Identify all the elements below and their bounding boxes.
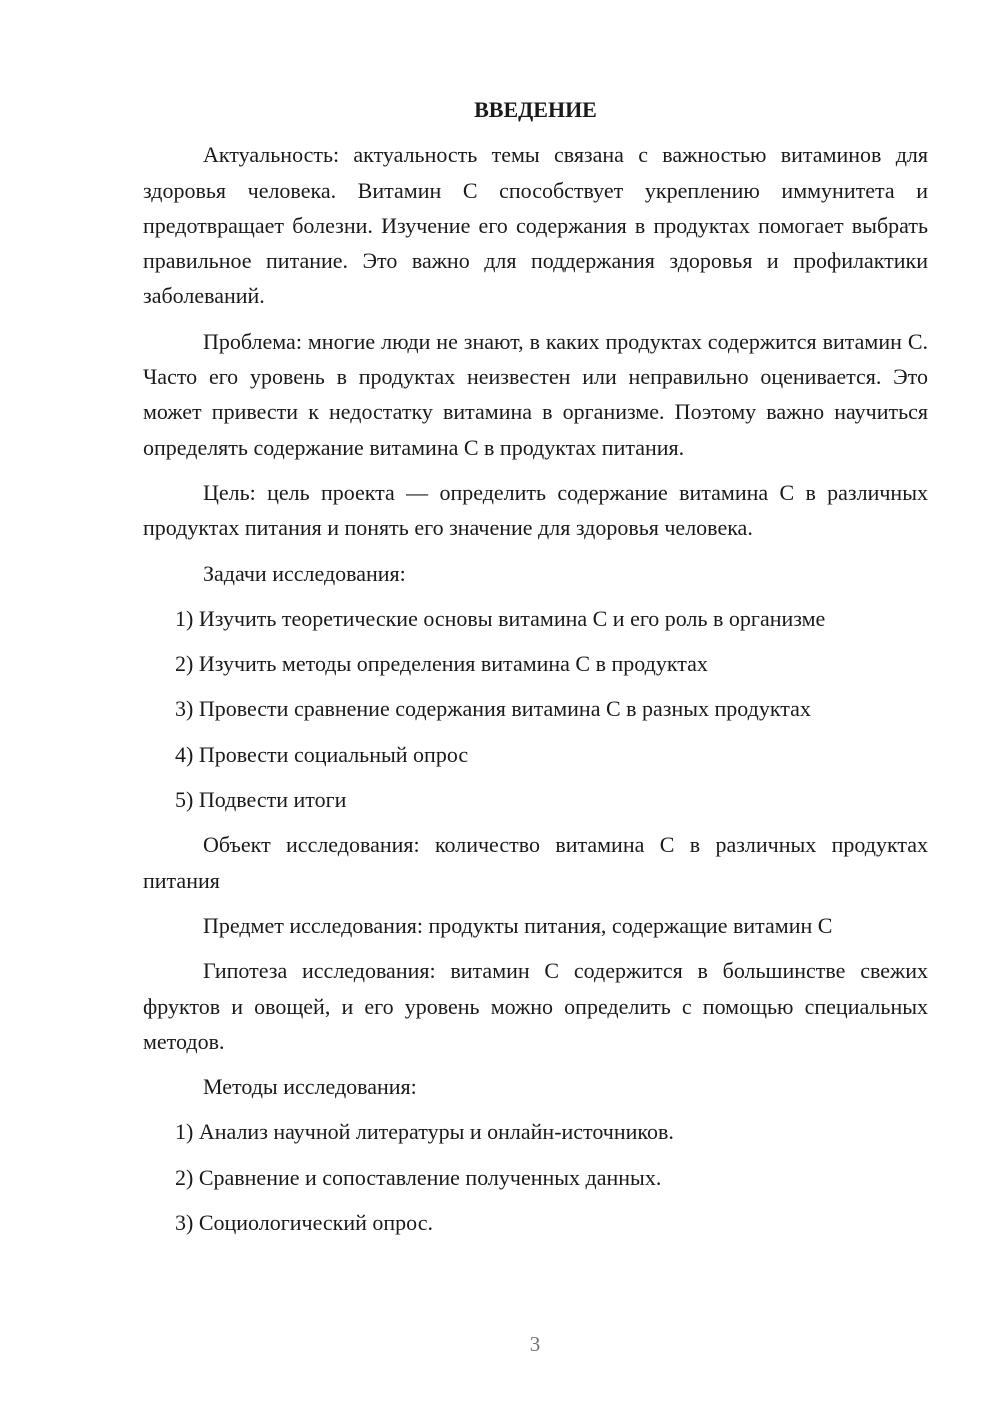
goal-paragraph: Цель: цель проекта — определить содержание витамина С в различных продуктах питания и понять его значение для здоровья человека. [143, 479, 928, 541]
method-item: 3) Социологический опрос. [175, 1210, 433, 1236]
method-item: 2) Сравнение и сопоставление полученных данных. [175, 1164, 662, 1190]
task-item: 5) Подвести итоги [175, 787, 347, 813]
relevance-paragraph: Актуальность: актуальность темы связана с важностью витаминов для здоровья человека. Витамин С способствует укреплению иммунитета и предотвращает болезни. Изучение его содержания в продуктах помогает выбрать правильное питание. Это важно для поддержания здоровья и профилактики заболеваний. [143, 142, 928, 309]
tasks-list [143, 601, 928, 817]
section-title: ВВЕДЕНИЕ [474, 97, 597, 122]
methods-heading: Методы исследования: [203, 1074, 417, 1100]
hypothesis-paragraph: Гипотеза исследования: витамин С содержится в большинстве свежих фруктов и овощей, и его уровень можно определить с помощью специальных методов. [143, 958, 928, 1054]
task-item: 2) Изучить методы определения витамина С в продуктах [175, 651, 708, 677]
methods-list [143, 1114, 928, 1240]
document-page [143, 92, 928, 1250]
object-paragraph: Объект исследования: количество витамина С в различных продуктах питания [143, 832, 928, 893]
task-item: 1) Изучить теоретические основы витамина С и его роль в организме [175, 605, 826, 631]
problem-paragraph: Проблема: многие люди не знают, в каких продуктах содержится витамин С. Часто его уровень в продуктах неизвестен или неправильно оценивается. Это может привести к недостатку витамина в организме. Поэтому важно научиться определять содержание витамина С в продуктах питания. [143, 328, 928, 460]
task-item: 4) Провести социальный опрос [175, 741, 469, 767]
tasks-heading: Задачи исследования: [203, 560, 406, 586]
task-item: 3) Провести сравнение содержания витамина С в разных продуктах [175, 696, 811, 722]
page-number: 3 [529, 1332, 541, 1356]
subject-paragraph: Предмет исследования: продукты питания, содержащие витамин С [203, 912, 833, 938]
method-item: 1) Анализ научной литературы и онлайн-источников. [175, 1119, 674, 1145]
